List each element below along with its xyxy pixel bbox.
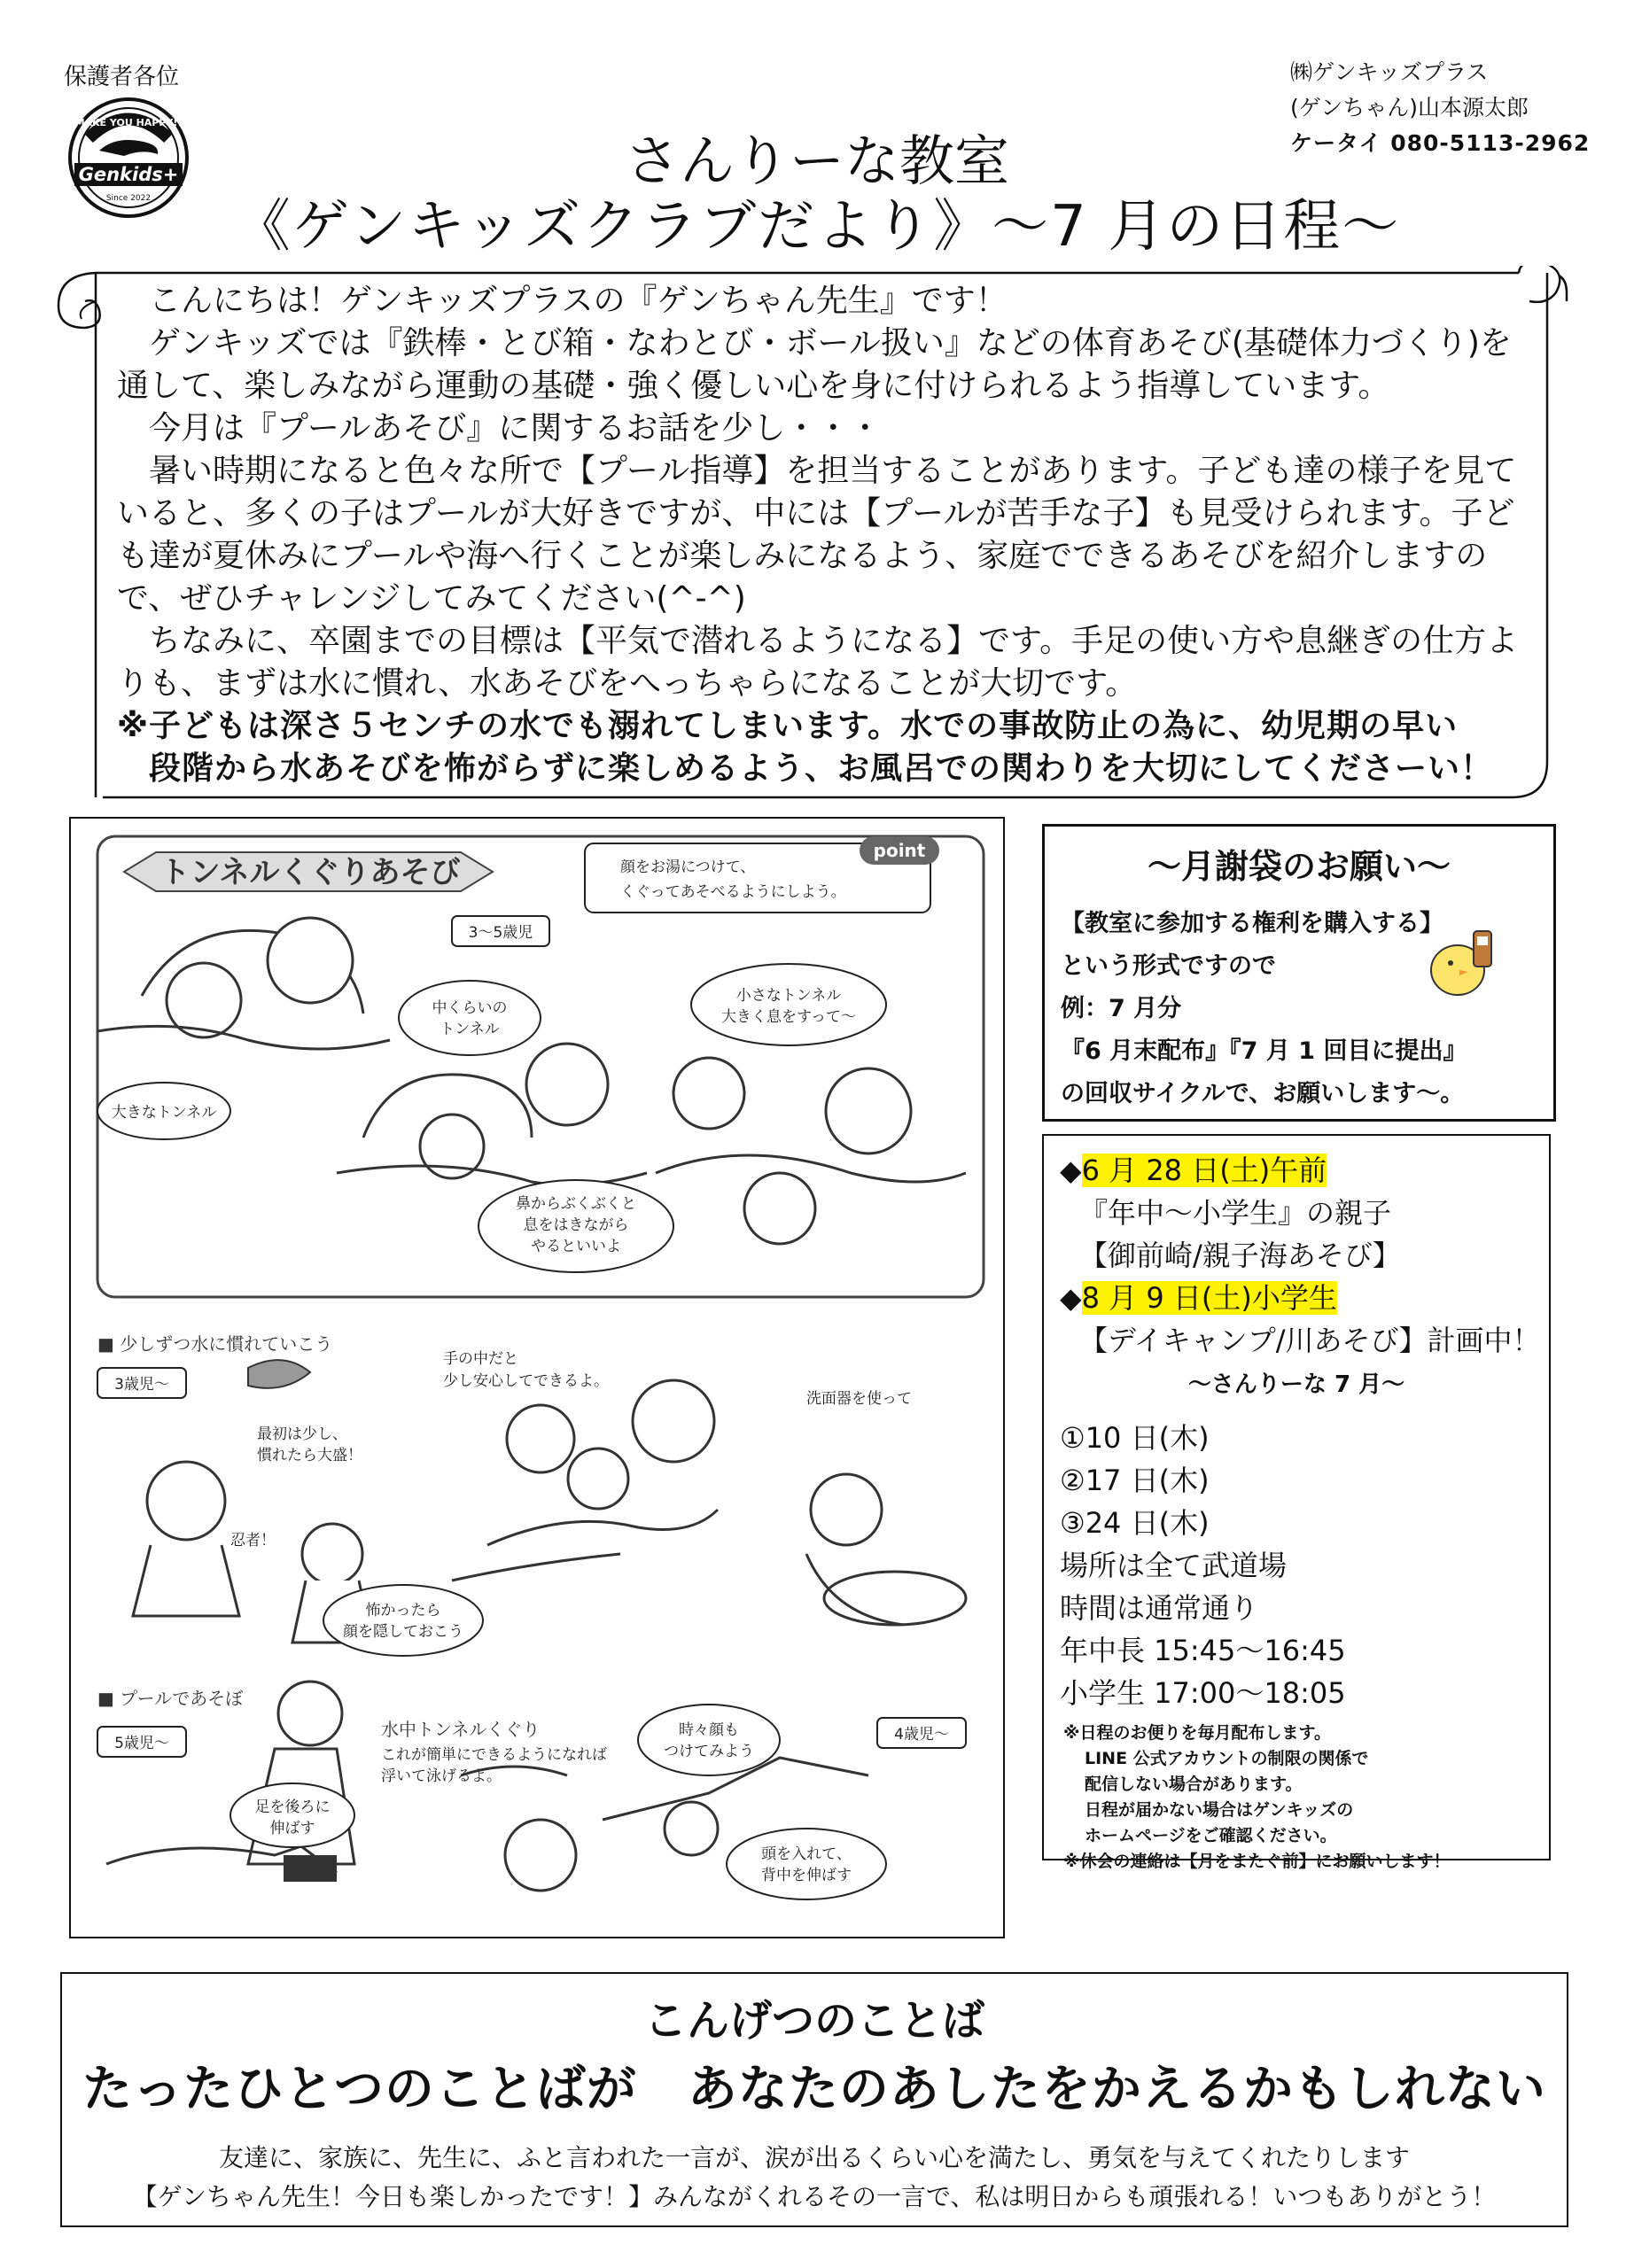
words-line-2: 【ゲンちゃん先生！今日も楽しかったです！】みんながくれるその一言で、私は明日からも頑張れる！いつもありがとう！ (132, 2182, 1497, 2211)
date-2: ②17 日(木) (1060, 1464, 1210, 1497)
words-title: こんげつのことば (643, 1996, 984, 2046)
svg-text:やるといいよ: やるといいよ (531, 1238, 621, 1255)
logo-brand: Genkids+ (78, 164, 179, 185)
schedule-note-5: ホームページをご確認ください。 (1085, 1826, 1337, 1845)
illustration-title: トンネルくぐりあそび (160, 855, 461, 890)
page-title-classroom: さんりーな教室 (624, 128, 1009, 193)
schedule-note-2: LINE 公式アカウントの制限の関係で (1085, 1749, 1369, 1768)
intro-about: ゲンキッズでは『鉄棒・とび箱・なわとび・ボール扱い』などの体育あそび(基礎体力づくり)を通して、楽しみながら運動の基礎・強く優しい心を身に付けられるよう指導しています。 (117, 325, 1512, 404)
svg-text:3～5歳児: 3～5歳児 (468, 924, 533, 942)
svg-text:怖かったら: 怖かったら (365, 1602, 441, 1619)
svg-text:■ 少しずつ水に慣れていこう: ■ 少しずつ水に慣れていこう (97, 1333, 333, 1355)
svg-text:頭を入れて、: 頭を入れて、 (761, 1845, 852, 1863)
diamond-icon: ◆ (1060, 1281, 1082, 1315)
venue: 場所は全て武道場 (1060, 1549, 1288, 1582)
schedule-note-6: ※休会の連絡は【月をまたぐ前】にお願いします！ (1063, 1852, 1451, 1871)
intro-topic: 今月は『プールあそび』に関するお話を少し・・・ (149, 410, 882, 447)
elementary-time: 小学生 17:00～18:05 (1060, 1676, 1346, 1710)
intro-safety-note-2: 段階から水あそびを怖がらずに楽しめるよう、お風呂での関わりを大切にしてくださーい！ (149, 750, 1494, 787)
event-2-what: 【デイキャンプ/川あそび】計画中！ (1079, 1324, 1541, 1357)
svg-text:鼻からぶくぶくと: 鼻からぶくぶくと (516, 1195, 636, 1213)
fee-line-3: 例：7 月分 (1061, 995, 1182, 1022)
svg-text:小さなトンネル: 小さなトンネル (735, 987, 842, 1005)
svg-text:つけてみよう: つけてみよう (664, 1743, 754, 1760)
intro-greeting: こんにちは！ゲンキッズプラスの『ゲンちゃん先生』です！ (149, 283, 1008, 319)
svg-text:トンネル: トンネル (440, 1021, 500, 1038)
svg-text:大きく息をすって～: 大きく息をすって～ (721, 1008, 856, 1026)
svg-text:忍者！: 忍者！ (230, 1532, 276, 1550)
svg-text:大きなトンネル: 大きなトンネル (111, 1104, 217, 1122)
fee-title: ～月謝袋のお願い～ (1147, 847, 1451, 886)
diamond-icon: ◆ (1060, 1153, 1082, 1187)
schedule-box (1042, 1134, 1551, 1871)
intro-pool: 暑い時期になると色々な所で【プール指導】を担当することがあります。子ども達の様子を見ていると、多くの子はプールが大好きですが、中には【プールが苦手な子】も見受けられます。子ども達が夏休みにプールや海へ行くことが楽しみになるよう、家庭でできるあそびを紹介しますので、ぜひチャレンジしてみてください(^-^) (117, 453, 1517, 617)
svg-text:慣れたら大盛！: 慣れたら大盛！ (257, 1447, 362, 1464)
date-1: ①10 日(木) (1060, 1421, 1210, 1455)
page-title-newsletter: 《ゲンキッズクラブだより》～7 月の日程～ (233, 194, 1401, 260)
event-1-date: ◆6 月 28 日(土)午前 (1060, 1153, 1327, 1187)
words-of-the-month (60, 1972, 1568, 2227)
svg-text:最初は少し、: 最初は少し、 (257, 1425, 347, 1443)
svg-text:5歳児～: 5歳児～ (114, 1735, 169, 1752)
fee-line-5: の回収サイクルで、お願いします～。 (1061, 1080, 1465, 1107)
svg-text:息をはきながら: 息をはきながら (523, 1216, 629, 1234)
svg-text:少し安心してできるよ。: 少し安心してできるよ。 (443, 1372, 609, 1390)
fee-line-4: 『6 月末配布』『7 月 1 回目に提出』 (1061, 1037, 1467, 1065)
event-1-what: 【御前崎/親子海あそび】 (1079, 1239, 1401, 1272)
pool-play-illustration (69, 817, 1005, 1938)
month-schedule-title: ～さんりーな 7 月～ (1187, 1371, 1405, 1398)
fee-body (1061, 903, 1467, 1115)
words-line-1: 友達に、家族に、先生に、ふと言われた一言が、涙が出るくらい心を満たし、勇気を与えてくれたりします (218, 2143, 1410, 2172)
illustration-canvas (71, 819, 1003, 1937)
logo-ring-text: MAKE YOU HAPPY!! (74, 117, 183, 128)
svg-text:時々顔も: 時々顔も (679, 1721, 739, 1739)
schedule-note-1: ※日程のお便りを毎月配布します。 (1063, 1723, 1331, 1743)
svg-text:洗面器を使って: 洗面器を使って (806, 1390, 912, 1408)
time-note: 時間は通常通り (1060, 1591, 1259, 1625)
tuition-envelope-notice (1042, 824, 1556, 1122)
logo-since: Since 2022 (105, 194, 152, 203)
svg-text:伸ばす: 伸ばす (269, 1820, 315, 1837)
svg-text:足を後ろに: 足を後ろに (254, 1798, 331, 1816)
svg-text:中くらいの: 中くらいの (432, 999, 508, 1017)
intro-safety-note-1: ※子どもは深さ５センチの水でも溺れてしまいます。水での事故防止の為に、幼児期の早い (117, 708, 1459, 744)
svg-text:3歳児～: 3歳児～ (114, 1376, 169, 1394)
chick-phone-icon (1424, 919, 1504, 998)
svg-text:浮いて泳げるよ。: 浮いて泳げるよ。 (381, 1767, 502, 1785)
schedule-note-4: 日程が届かない場合はゲンキッズの (1085, 1800, 1354, 1820)
fee-line-2: という形式ですので (1061, 952, 1276, 980)
svg-text:これが簡単にできるようになれば: これが簡単にできるようになれば (381, 1746, 607, 1764)
svg-text:point: point (873, 840, 926, 861)
event-1-who: 『年中～小学生』の親子 (1079, 1196, 1392, 1230)
date-3: ③24 日(木) (1060, 1506, 1210, 1540)
words-main: たったひとつのことばが あなたのあしたをかえるかもしれない (82, 2061, 1546, 2118)
intro-text (117, 280, 1535, 790)
schedule-note-3: 配信しない場合があります。 (1085, 1775, 1303, 1794)
contact-phone: ケータイ 080-5113-2962 (1290, 130, 1591, 156)
svg-text:顔をお湯につけて、: 顔をお湯につけて、 (620, 858, 756, 876)
svg-text:水中トンネルくぐり: 水中トンネルくぐり (381, 1719, 541, 1740)
svg-text:背中を伸ばす: 背中を伸ばす (761, 1867, 852, 1884)
intro-goal: ちなみに、卒園までの目標は【平気で潜れるようになる】です。手足の使い方や息継ぎの仕方よりも、まずは水に慣れ、水あそびをへっちゃらになることが大切です。 (117, 623, 1519, 702)
svg-text:■ プールであそぼ: ■ プールであそぼ (97, 1688, 244, 1709)
company-name: ㈱ゲンキッズプラス (1290, 59, 1489, 85)
svg-text:手の中だと: 手の中だと (443, 1350, 518, 1368)
kindergarten-time: 年中長 15:45～16:45 (1060, 1634, 1346, 1667)
contact-person: (ゲンちゃん)山本源太郎 (1290, 95, 1529, 120)
svg-text:くぐってあそべるようにしよう。: くぐってあそべるようにしよう。 (620, 883, 846, 901)
svg-text:4歳児～: 4歳児～ (894, 1726, 949, 1744)
fee-line-1: 【教室に参加する権利を購入する】 (1061, 910, 1443, 937)
event-2-date: ◆8 月 9 日(土)小学生 (1060, 1281, 1337, 1315)
svg-text:顔を隠しておこう: 顔を隠しておこう (343, 1623, 463, 1641)
recipient: 保護者各位 (64, 64, 180, 90)
